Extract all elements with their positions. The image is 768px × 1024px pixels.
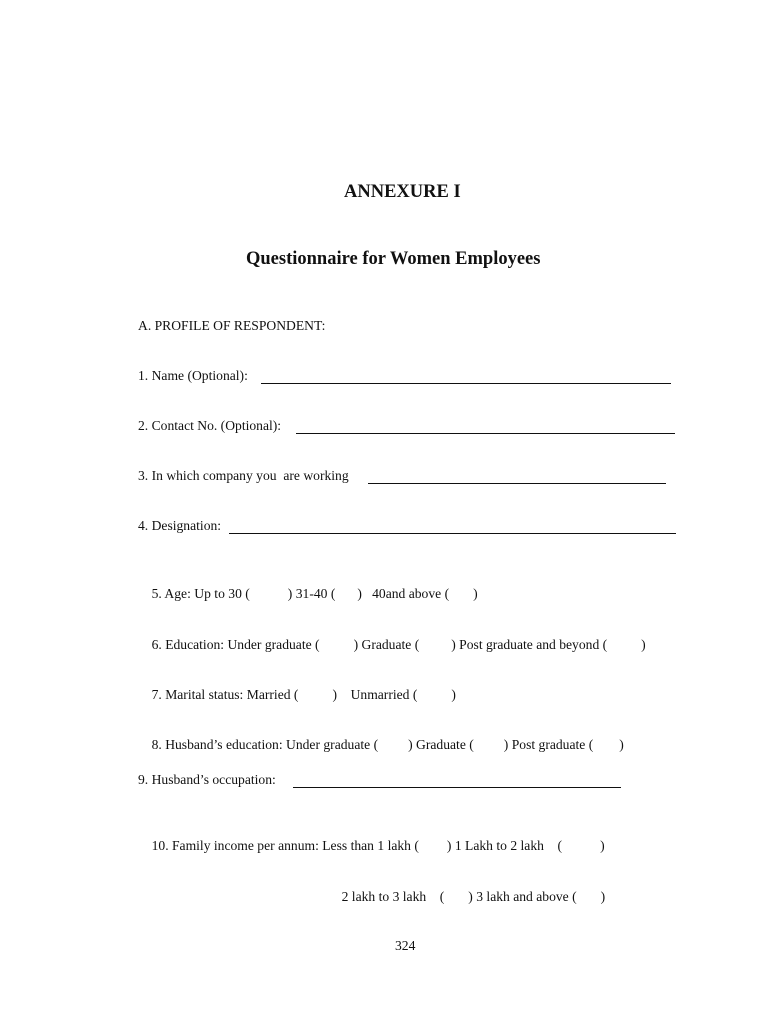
question-husband-education — [138, 721, 624, 769]
section-heading: A. PROFILE OF RESPONDENT: — [138, 318, 326, 333]
income-close-paren-2: ) — [600, 889, 606, 904]
company-answer-line[interactable] — [368, 483, 666, 484]
education-label: 6. Education: — [151, 637, 225, 652]
question-marital-status — [138, 671, 456, 719]
marital-option-unmarried[interactable]: ) Unmarried ( — [332, 687, 418, 702]
question-family-income — [138, 822, 605, 870]
education-close-paren: ) — [641, 637, 646, 652]
income-option-3-lakh-above[interactable]: ) 3 lakh and above ( — [468, 889, 577, 904]
question-designation-label: 4. Designation: — [138, 518, 222, 533]
age-close-paren: ) — [473, 586, 478, 601]
husband-education-option-postgraduate[interactable]: ) Post graduate ( — [503, 737, 594, 752]
education-option-postgraduate[interactable]: ) Post graduate and beyond ( — [451, 637, 608, 652]
contact-answer-line[interactable] — [296, 433, 675, 434]
marital-label: 7. Marital status: — [151, 687, 244, 702]
family-income-label: 10. Family income per annum: — [151, 838, 319, 853]
page-number: 324 — [395, 938, 416, 953]
age-option-40-above[interactable]: ) 40and above ( — [357, 586, 450, 601]
income-option-2-3-lakh[interactable]: 2 lakh to 3 lakh ( — [341, 889, 445, 904]
question-husband-occupation-label: 9. Husband’s occupation: — [138, 772, 276, 787]
question-family-income-line2 — [328, 873, 605, 921]
education-option-graduate[interactable]: ) Graduate ( — [353, 637, 420, 652]
income-close-paren-1: ) — [600, 838, 605, 853]
annexure-title: ANNEXURE I — [344, 182, 461, 202]
question-name-label: 1. Name (Optional): — [138, 368, 248, 383]
question-contact-label: 2. Contact No. (Optional): — [138, 418, 282, 433]
marital-option-married[interactable]: Married ( — [246, 687, 299, 702]
income-option-1-2-lakh[interactable]: ) 1 Lakh to 2 lakh ( — [446, 838, 563, 853]
husband-education-option-undergraduate[interactable]: Under graduate ( — [286, 737, 379, 752]
marital-close-paren: ) — [451, 687, 456, 702]
husband-education-close-paren: ) — [619, 737, 624, 752]
question-company-label: 3. In which company you are working — [138, 468, 349, 483]
question-education — [138, 621, 646, 669]
education-option-undergraduate[interactable]: Under graduate ( — [227, 637, 320, 652]
designation-answer-line[interactable] — [229, 533, 676, 534]
husband-education-option-graduate[interactable]: ) Graduate ( — [408, 737, 474, 752]
name-answer-line[interactable] — [261, 383, 671, 384]
husband-occupation-answer-line[interactable] — [293, 787, 621, 788]
age-label: 5. Age: — [151, 586, 191, 601]
husband-education-label: 8. Husband’s education: — [151, 737, 283, 752]
question-age — [138, 570, 478, 618]
age-option-31-40[interactable]: ) 31-40 ( — [287, 586, 336, 601]
age-option-upto30[interactable]: Up to 30 ( — [194, 586, 250, 601]
income-option-less-1-lakh[interactable]: Less than 1 lakh ( — [322, 838, 419, 853]
questionnaire-title: Questionnaire for Women Employees — [246, 249, 541, 269]
